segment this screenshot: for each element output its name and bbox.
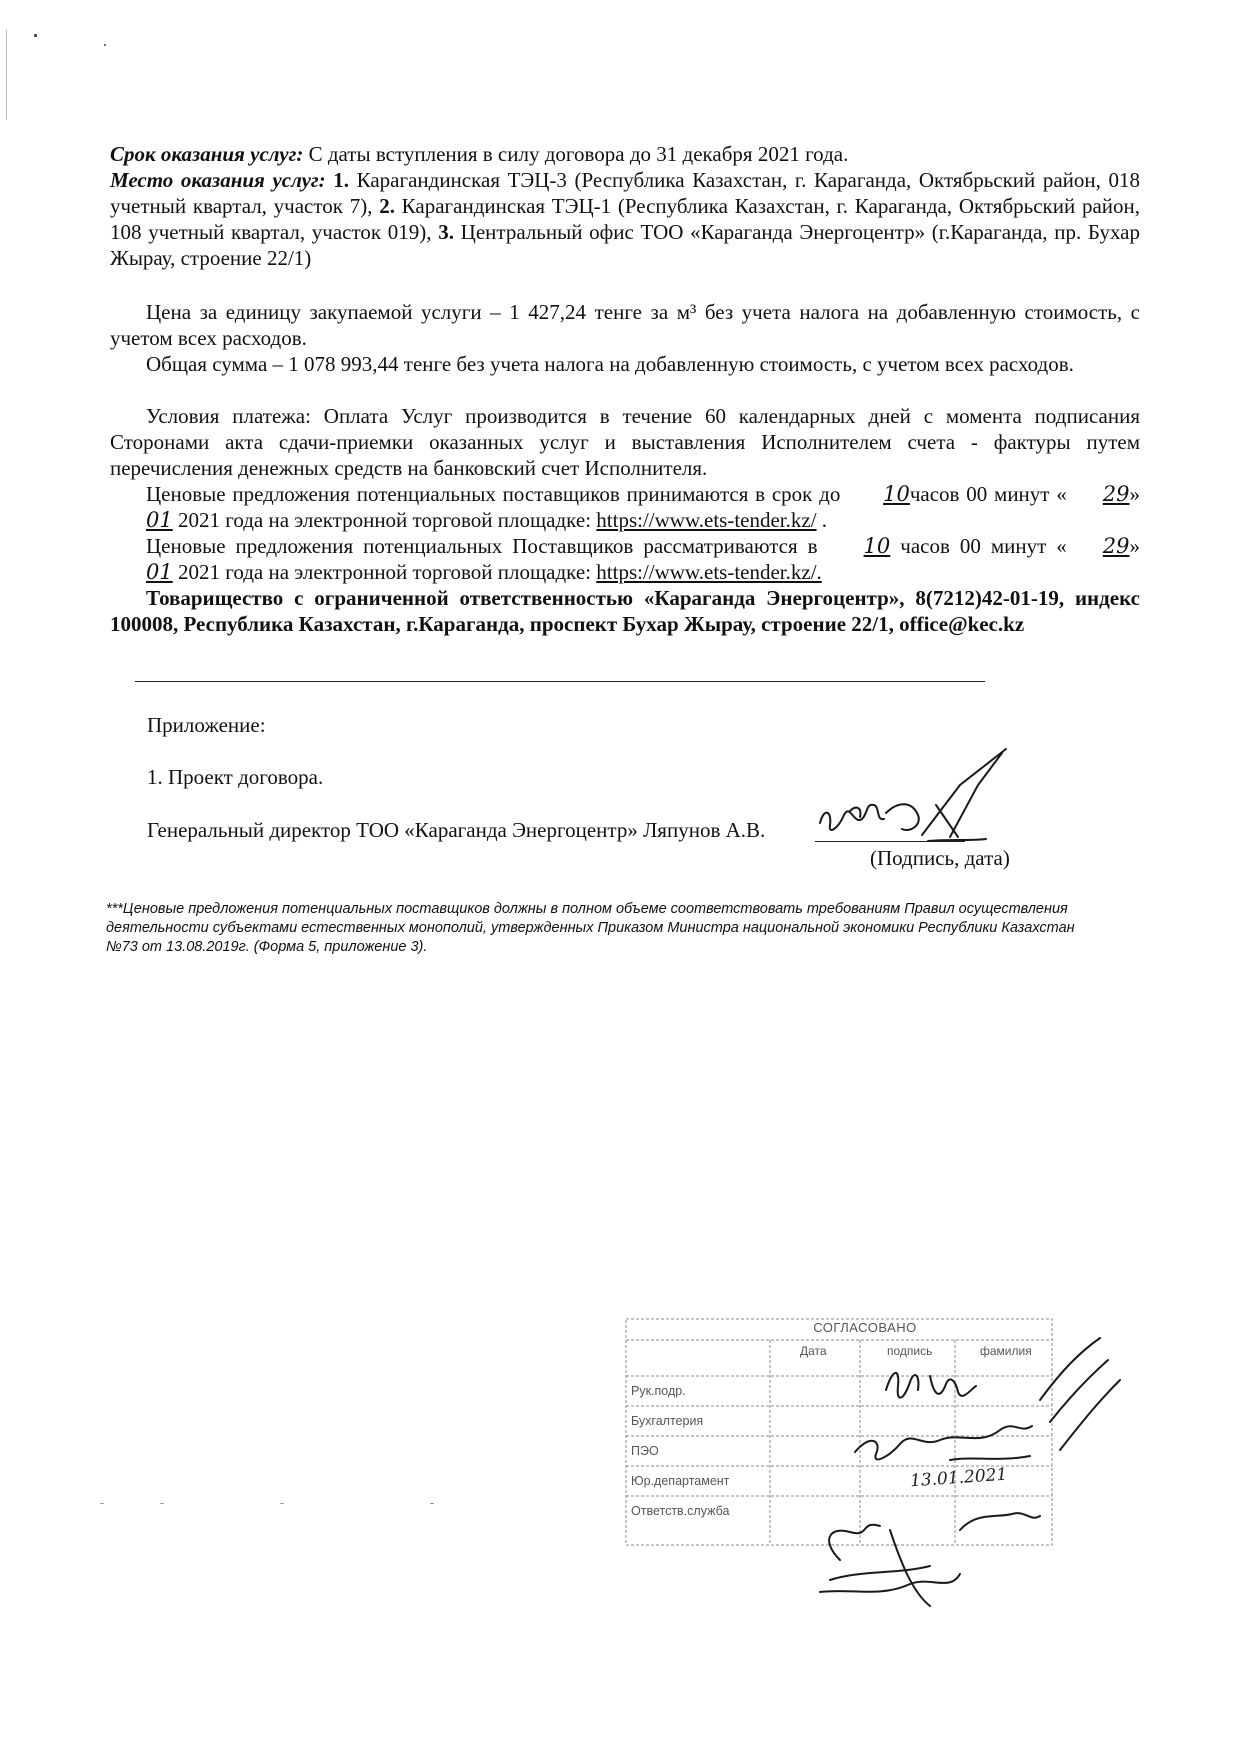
ets-tender-link[interactable]: https://www.ets-tender.kz/ bbox=[596, 508, 817, 532]
review-text: » bbox=[1129, 534, 1140, 558]
scan-artifact bbox=[6, 30, 7, 120]
stamp-col-name: фамилия bbox=[980, 1344, 1032, 1358]
review-month: 01 bbox=[146, 560, 173, 584]
stamp-row-label: Бухгалтерия bbox=[631, 1414, 704, 1428]
stamp-row-label: ПЭО bbox=[631, 1444, 659, 1458]
payment-terms-paragraph: Условия платежа: Оплата Услуг производится в течение 60 календарных дней с момента подписания Сторонами акта сдачи-приемки оказанных услуг и выставления Исполнителем счета - фактуры путем перечисления денежных средств на банковский счет Исполнителя. bbox=[110, 404, 1140, 480]
offers-review-paragraph bbox=[110, 533, 1140, 585]
review-hour: 10 bbox=[863, 534, 891, 558]
place-number-1: 1. bbox=[333, 168, 349, 192]
scan-artifact bbox=[160, 1503, 164, 1504]
approval-signatures bbox=[800, 1330, 1160, 1610]
stamp-title: СОГЛАСОВАНО bbox=[813, 1320, 917, 1335]
footnote: ***Ценовые предложения потенциальных поставщиков должны в полном объеме соответствовать требованиям Правил осуществления деятельности субъектами естественных монополий, утвержденных Приказом Министра национальной экономики Республики Казахстан №73 от 13.08.2019г. (Форма 5, приложение 3). bbox=[106, 901, 1075, 955]
acceptance-text: Ценовые предложения потенциальных поставщиков принимаются в срок до bbox=[146, 482, 848, 506]
director-signature bbox=[810, 745, 1020, 855]
service-term-text: С даты вступления в силу договора до 31 декабря 2021 года. bbox=[303, 142, 849, 166]
review-text: часов 00 минут « bbox=[890, 534, 1067, 558]
ets-tender-link[interactable]: https://www.ets-tender.kz/. bbox=[596, 560, 822, 584]
acceptance-text: » bbox=[1129, 482, 1140, 506]
place-text-1: Карагандинская ТЭЦ-3 (Республика Казахстан, г. Караганда, Октябрьский район, 018 учетный квартал, участок 7), bbox=[110, 168, 1140, 218]
stamp-row-label: Юр.департамент bbox=[631, 1474, 730, 1488]
place-number-2: 2. bbox=[379, 194, 395, 218]
stamp-handwritten-date: 13.01.2021 bbox=[909, 1464, 1008, 1492]
review-text: 2021 года на электронной торговой площадке: bbox=[172, 560, 597, 584]
unit-price-paragraph: Цена за единицу закупаемой услуги – 1 427,24 тенге за м³ без учета налога на добавленную стоимость, с учетом всех расходов. bbox=[110, 300, 1140, 350]
place-text-3: Центральный офис ТОО «Караганда Энергоцентр» (г.Караганда, пр. Бухар Жырау, строение 22/1) bbox=[110, 220, 1140, 270]
stamp-col-date: Дата bbox=[800, 1344, 827, 1358]
offers-acceptance-paragraph bbox=[110, 481, 1140, 533]
service-place-label: Место оказания услуг: bbox=[110, 168, 326, 192]
place-text-2: Карагандинская ТЭЦ-1 (Республика Казахстан, г. Караганда, Октябрьский район, 108 учетный квартал, участок 019), bbox=[110, 194, 1141, 244]
scan-artifact bbox=[280, 1503, 284, 1504]
service-term-label: Срок оказания услуг: bbox=[110, 142, 304, 166]
scan-artifact bbox=[34, 34, 37, 37]
service-place-paragraph bbox=[110, 167, 1140, 271]
total-sum-paragraph: Общая сумма – 1 078 993,44 тенге без учета налога на добавленную стоимость, с учетом всех расходов. bbox=[146, 352, 1074, 376]
signature-caption: (Подпись, дата) bbox=[870, 846, 1010, 870]
acceptance-day: 29 bbox=[1102, 482, 1130, 506]
review-text: Ценовые предложения потенциальных Поставщиков рассматриваются в bbox=[146, 534, 828, 558]
stamp-row-label: Рук.подр. bbox=[631, 1384, 686, 1398]
appendix-label: Приложение: bbox=[147, 713, 266, 737]
stamp-row-label: Ответств.служба bbox=[631, 1504, 730, 1518]
acceptance-text: 2021 года на электронной торговой площадке: bbox=[172, 508, 597, 532]
company-details: Товарищество с ограниченной ответственностью «Караганда Энергоцентр», 8(7212)42-01-19, индекс 100008, Республика Казахстан, г.Караганда, проспект Бухар Жырау, строение 22/1, office@kec.kz bbox=[110, 586, 1140, 636]
appendix-item: 1. Проект договора. bbox=[147, 765, 324, 789]
review-day: 29 bbox=[1102, 534, 1130, 558]
acceptance-text: часов 00 минут « bbox=[909, 482, 1067, 506]
scan-artifact bbox=[104, 44, 106, 46]
signatory-line: Генеральный директор ТОО «Караганда Энергоцентр» Ляпунов А.В. bbox=[147, 818, 766, 842]
acceptance-hour: 10 bbox=[883, 482, 910, 506]
acceptance-text: . bbox=[816, 508, 828, 532]
scan-artifact bbox=[100, 1503, 104, 1504]
scan-artifact bbox=[430, 1503, 434, 1504]
service-term-paragraph bbox=[110, 141, 1140, 167]
acceptance-month: 01 bbox=[146, 508, 173, 532]
place-number-3: 3. bbox=[438, 220, 454, 244]
separator-line bbox=[135, 681, 985, 682]
stamp-col-sign: подпись bbox=[887, 1344, 933, 1358]
